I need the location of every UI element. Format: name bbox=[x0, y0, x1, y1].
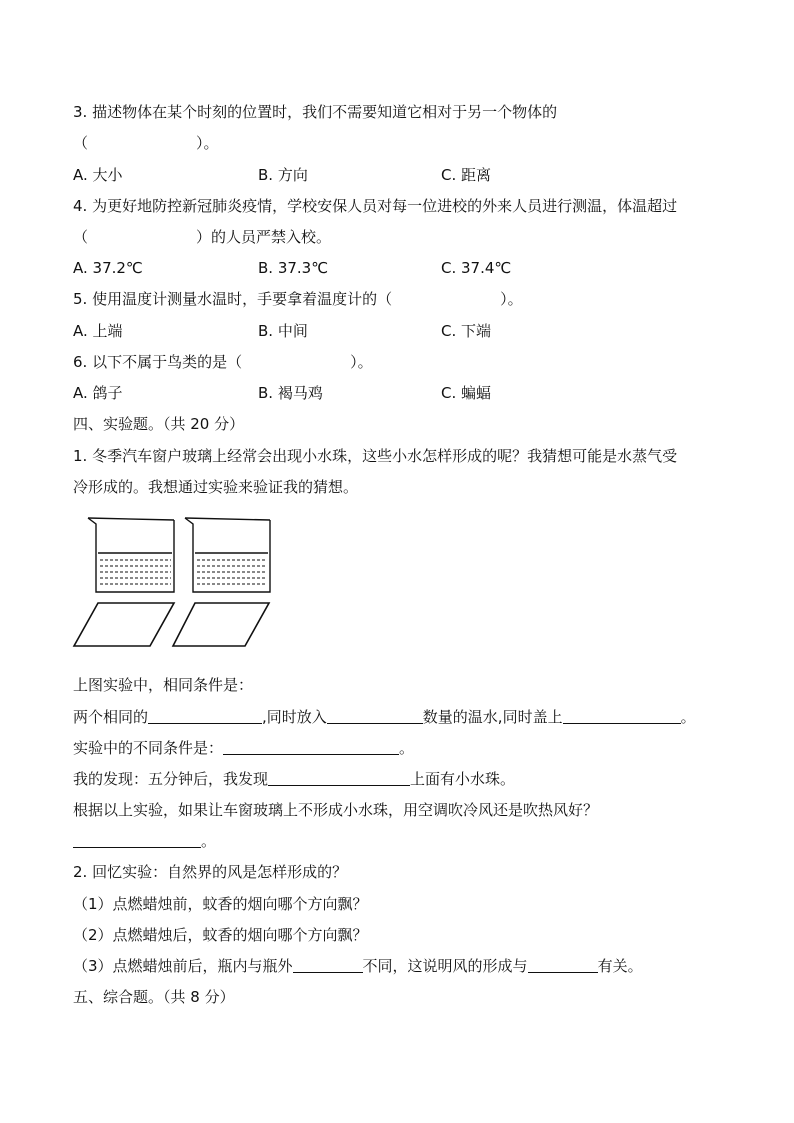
q4-paren-close: ）的人员严禁入校。 bbox=[196, 228, 332, 246]
diff-end: 。 bbox=[399, 739, 415, 757]
glass-plate-left bbox=[74, 603, 174, 646]
same-text-1: 两个相同的 bbox=[73, 708, 149, 726]
beaker-left-rim bbox=[88, 518, 174, 520]
q6-option-a: A. 鸽子 bbox=[73, 384, 123, 402]
beaker-right-outline bbox=[185, 518, 270, 592]
blank-sub3-2[interactable] bbox=[528, 956, 598, 973]
blank-answer[interactable] bbox=[73, 831, 201, 848]
section5-heading: 五、综合题。（共 8 分） bbox=[73, 988, 235, 1006]
s4-q2-title: 2. 回忆实验：自然界的风是怎样形成的？ bbox=[73, 863, 348, 881]
answer-end: 。 bbox=[201, 832, 217, 850]
beaker-left-outline bbox=[88, 518, 174, 592]
q5-text: 5. 使用温度计测量水温时，手要拿着温度计的（ bbox=[73, 290, 393, 308]
finding-text-2: 上面有小水珠。 bbox=[410, 770, 516, 788]
q3-paren-open: （ bbox=[73, 134, 89, 152]
q6-paren-close: ）。 bbox=[350, 353, 373, 371]
q4-option-a: A. 37.2℃ bbox=[73, 259, 143, 277]
s4-q1-answer bbox=[73, 830, 216, 852]
q5-option-b: B. 中间 bbox=[258, 322, 308, 340]
sub3-text-2: 不同，这说明风的形成与 bbox=[362, 957, 528, 975]
q5-stem bbox=[73, 288, 523, 310]
same-text-3: 数量的温水,同时盖上 bbox=[422, 708, 563, 726]
q4-option-c: C. 37.4℃ bbox=[441, 259, 512, 277]
beaker-right bbox=[185, 518, 270, 592]
finding bbox=[73, 768, 515, 790]
q4-option-b: B. 37.3℃ bbox=[258, 259, 329, 277]
s4-q2-sub2: （2）点燃蜡烛后，蚊香的烟向哪个方向飘？ bbox=[73, 926, 368, 944]
same-text-4: 。 bbox=[680, 708, 696, 726]
s4-q2-sub1: （1）点燃蜡烛前，蚊香的烟向哪个方向飘？ bbox=[73, 895, 368, 913]
s4-q1-question: 根据以上实验，如果让车窗玻璃上不形成小水珠，用空调吹冷风还是吹热风好？ bbox=[73, 801, 599, 819]
q4-stem: 4. 为更好地防控新冠肺炎疫情，学校安保人员对每一位进校的外来人员进行测温，体温超过 bbox=[73, 197, 678, 215]
q3-stem: 3. 描述物体在某个时刻的位置时，我们不需要知道它相对于另一个物体的 bbox=[73, 103, 558, 121]
q3-option-a: A. 大小 bbox=[73, 166, 123, 184]
blank-cover[interactable] bbox=[563, 707, 681, 724]
experiment-figure bbox=[70, 512, 280, 650]
different-conditions bbox=[73, 737, 414, 759]
same-conditions-label: 上图实验中，相同条件是： bbox=[73, 676, 254, 694]
diff-label: 实验中的不同条件是： bbox=[73, 739, 224, 757]
finding-text-1: 我的发现：五分钟后，我发现 bbox=[73, 770, 269, 788]
q3-option-c: C. 距离 bbox=[441, 166, 492, 184]
q4-answer-paren bbox=[73, 226, 331, 248]
same-conditions-fill bbox=[73, 706, 696, 728]
beaker-right-water bbox=[197, 560, 267, 584]
q6-option-b: B. 褐马鸡 bbox=[258, 384, 323, 402]
q6-stem bbox=[73, 351, 373, 373]
blank-sub3-1[interactable] bbox=[293, 956, 363, 973]
blank-container[interactable] bbox=[148, 707, 262, 724]
s4-q1-stem-line2: 冷形成的。我想通过实验来验证我的猜想。 bbox=[73, 478, 359, 496]
blank-finding[interactable] bbox=[268, 769, 410, 786]
s4-q1-stem-line1: 1. 冬季汽车窗户玻璃上经常会出现小水珠，这些小水怎样形成的呢？我猜想可能是水蒸气受 bbox=[73, 447, 678, 465]
glass-plate-right bbox=[173, 603, 269, 646]
q3-answer-paren bbox=[73, 132, 219, 154]
beaker-left-water bbox=[100, 560, 171, 584]
q5-option-a: A. 上端 bbox=[73, 322, 123, 340]
q3-paren-close: ）。 bbox=[196, 134, 219, 152]
blank-difference[interactable] bbox=[223, 738, 399, 755]
beaker-right-rim bbox=[185, 518, 270, 520]
sub3-text-3: 有关。 bbox=[597, 957, 643, 975]
section4-heading: 四、实验题。（共 20 分） bbox=[73, 415, 245, 433]
s4-q2-sub3 bbox=[73, 955, 643, 977]
sub3-text-1: （3）点燃蜡烛前后，瓶内与瓶外 bbox=[73, 957, 293, 975]
q6-text: 6. 以下不属于鸟类的是（ bbox=[73, 353, 243, 371]
same-text-2: ,同时放入 bbox=[262, 708, 327, 726]
blank-quantity[interactable] bbox=[327, 707, 423, 724]
q3-option-b: B. 方向 bbox=[258, 166, 308, 184]
q4-paren-open: （ bbox=[73, 228, 89, 246]
q5-option-c: C. 下端 bbox=[441, 322, 492, 340]
q6-option-c: C. 蝙蝠 bbox=[441, 384, 492, 402]
beaker-left bbox=[88, 518, 174, 592]
q5-paren-close: ）。 bbox=[500, 290, 523, 308]
